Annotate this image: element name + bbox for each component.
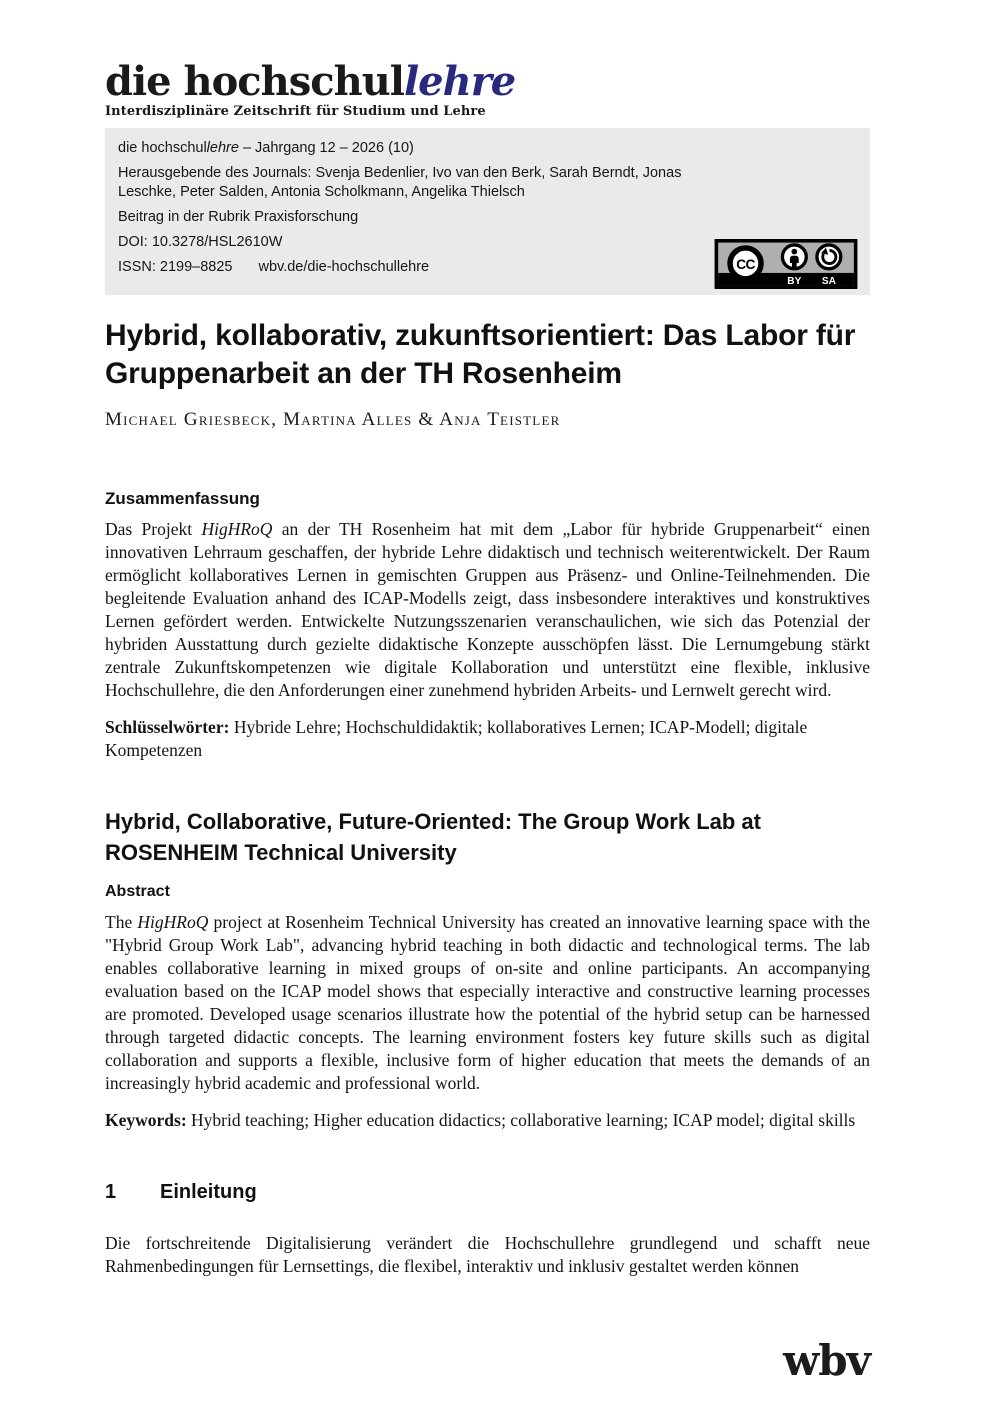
issue-line-italic: lehre — [206, 140, 239, 156]
abstract-en-before: The — [105, 912, 138, 932]
project-name-italic-de: HigHRoQ — [201, 519, 273, 539]
wbv-publisher-logo: wbv — [783, 1336, 870, 1385]
issue-line — [118, 139, 856, 158]
project-name-italic-en: HigHRoQ — [137, 912, 209, 932]
abstract-de-before: Das Projekt — [105, 519, 202, 539]
section-1-title: Einleitung — [160, 1181, 257, 1203]
article-title-de: Hybrid, kollaborativ, zukunftsorientiert: Das Labor für Gruppenarbeit an der TH Rosenheim — [105, 319, 856, 390]
abstract-de-text — [105, 518, 870, 702]
section-1-heading — [105, 1180, 870, 1205]
keywords-de-line — [105, 716, 870, 762]
keywords-en-line — [105, 1109, 870, 1132]
sa-arrow-icon — [817, 245, 841, 269]
journal-website-link[interactable]: wbv.de/die-hochschullehre — [258, 259, 430, 275]
by-person-icon — [782, 245, 806, 269]
publication-info-box — [105, 128, 870, 295]
issn-value: ISSN: 2199–8825 — [118, 259, 233, 275]
editors-line: Herausgebende des Journals: Svenja Bedenlier, Ivo van den Berk, Sarah Berndt, Jonas Leschke, Peter Salden, Antonia Scholkmann, Angelika Thielsch — [118, 165, 682, 200]
cc-by-sa-license-badge[interactable] — [714, 239, 858, 289]
cc-icon — [730, 248, 761, 279]
journal-logo — [105, 60, 870, 104]
keywords-de-label: Schlüsselwörter: — [105, 717, 230, 737]
keywords-de-text: Hybride Lehre; Hochschuldidaktik; kollaboratives Lernen; ICAP-Modell; digitale Kompetenzen — [105, 717, 808, 760]
issue-line-suffix: – Jahrgang 12 – 2026 (10) — [238, 140, 414, 156]
authors-line: Michael Griesbeck, Martina Alles & Anja Teistler — [105, 409, 561, 430]
keywords-en-label: Keywords: — [105, 1110, 187, 1130]
rubric-line: Beitrag in der Rubrik Praxisforschung — [118, 209, 359, 225]
keywords-en-text: Hybrid teaching; Higher education didactics; collaborative learning; ICAP model; digital skills — [186, 1110, 856, 1130]
sa-label: SA — [821, 276, 836, 287]
svg-text:CC: CC — [736, 256, 755, 272]
journal-logo-main: die hochschul — [105, 58, 404, 105]
doi-line: DOI: 10.3278/HSL2610W — [118, 234, 283, 250]
journal-masthead — [105, 60, 870, 119]
article-title-en: Hybrid, Collaborative, Future-Oriented: The Group Work Lab at ROSENHEIM Technical University — [105, 809, 761, 865]
abstract-de-after: an der TH Rosenheim hat mit dem „Labor für hybride Gruppenarbeit“ einen innovativen Lehrraum geschaffen, der hybride Lehre didaktisch und technisch weiterentwickelt. Der Raum ermöglicht kollaboratives Lernen in gemischten Gruppen aus Präsenz- und Online-Teilnehmenden. Die begleitende Evaluation anhand des ICAP-Modells zeigt, dass insbesondere interaktives und konstruktives Lernen gefördert werden. Entwickelte Nutzungsszenarien veranschaulichen, wie sich das Potenzial der hybriden Ausstattung durch gezielte didaktische Konzepte ausschöpfen lässt. Die Lernumgebung stärkt zentrale Zukunftskompetenzen wie digitale Kollaboration und unterstützt eine flexible, inklusive Hochschullehre, die den Anforderungen einer zunehmend hybriden Arbeits- und Lernwelt gerecht wird. — [105, 519, 870, 700]
journal-logo-accent: lehre — [403, 58, 516, 105]
abstract-en-heading: Abstract — [105, 883, 170, 900]
section-1-number: 1 — [105, 1181, 117, 1203]
abstract-de-heading: Zusammenfassung — [105, 489, 260, 508]
section-1-paragraph: Die fortschreitende Digitalisierung verändert die Hochschullehre grundlegend und schafft neue Rahmenbedingungen für Lernsettings, die flexibel, interaktiv und inklusiv gestaltet werden können — [105, 1233, 870, 1276]
abstract-en-after: project at Rosenheim Technical University has created an innovative learning space with the "Hybrid Group Work Lab", advancing hybrid teaching in both didactic and technological terms. The lab enables collaborative learning in mixed groups of on-site and online participants. An accompanying evaluation based on the ICAP model shows that especially interactive and constructive learning processes are promoted. Developed usage scenarios illustrate how the potential of the hybrid setup can be harnessed through targeted didactic concepts. The learning environment fosters key future skills such as digital collaboration and supports a flexible, inclusive form of higher education that meets the demands of an increasingly hybrid academic and professional world. — [105, 912, 870, 1093]
by-label: BY — [787, 276, 802, 287]
abstract-en-text — [105, 911, 870, 1095]
journal-tagline: Interdisziplinäre Zeitschrift für Studium und Lehre — [105, 104, 486, 119]
issue-line-prefix: die hochschul — [118, 140, 207, 156]
